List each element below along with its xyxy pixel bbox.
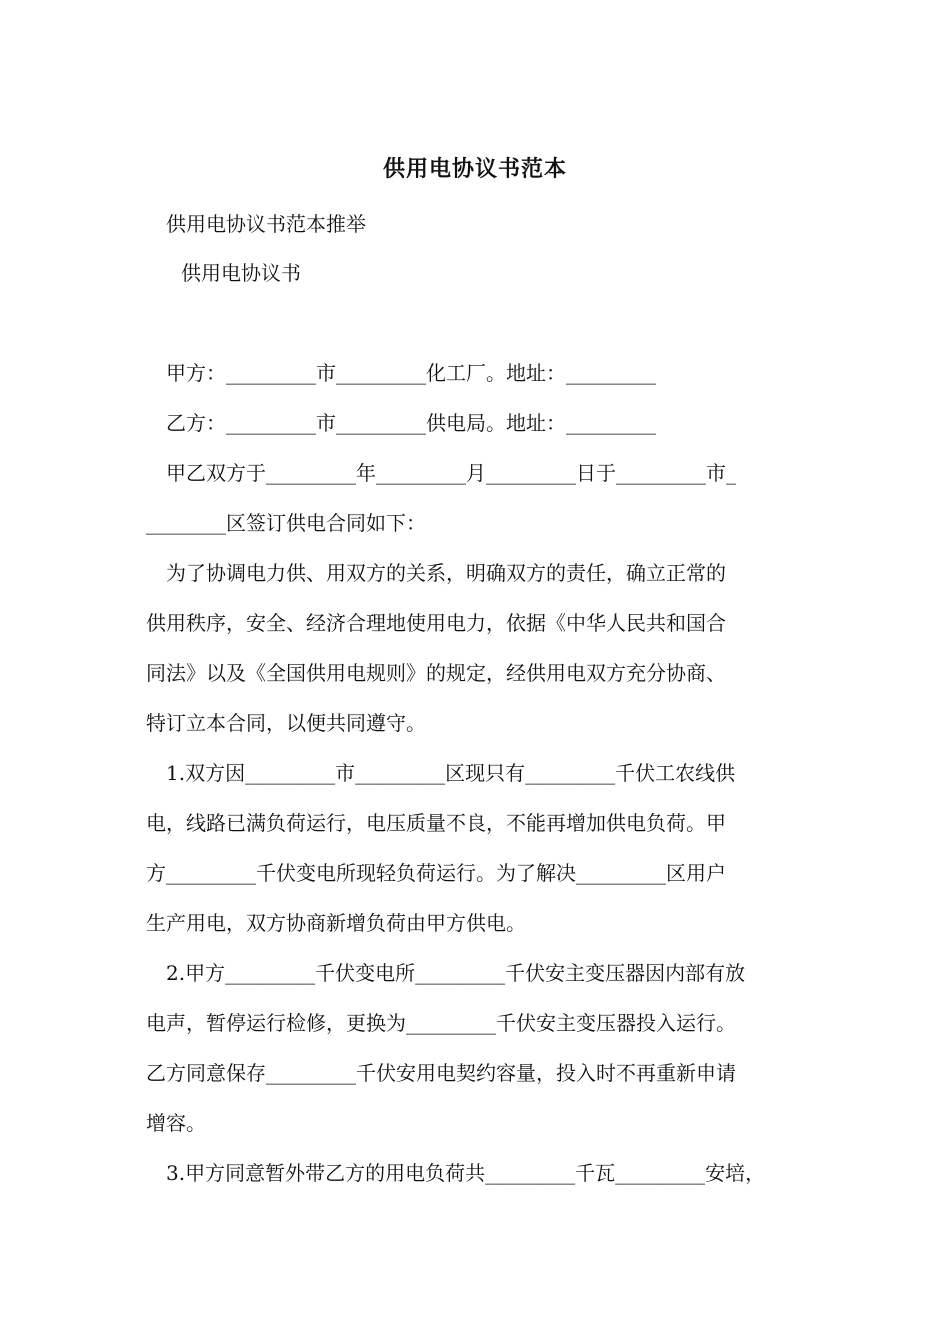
clause-1-line-1: 1.双方因_________市_________区现只有_________千伏工农线供	[166, 761, 736, 785]
clause-2-line-1: 2.甲方_________千伏变电所_________千伏安主变压器因内部有放	[166, 961, 746, 985]
clause-2-line-2: 电声，暂停运行检修，更换为_________千伏安主变压器投入运行。	[146, 1011, 736, 1035]
party-a-line: 甲方：_________市_________化工厂。地址：_________	[166, 361, 656, 385]
clause-2-line-4: 增容。	[146, 1111, 206, 1135]
clause-1-line-3: 方_________千伏变电所现轻负荷运行。为了解决_________区用户	[146, 861, 726, 885]
clause-1-line-4: 生产用电，双方协商新增负荷由甲方供电。	[146, 911, 526, 935]
signing-line-2: ________区签订供电合同如下：	[146, 511, 426, 535]
preamble-line-2: 供用秩序，安全、经济合理地使用电力，依据《中华人民共和国合	[146, 611, 726, 635]
agreement-heading: 供用电协议书	[181, 261, 301, 285]
clause-1-line-2: 电，线路已满负荷运行，电压质量不良，不能再增加供电负荷。甲	[146, 811, 726, 835]
party-b-line: 乙方：_________市_________供电局。地址：_________	[166, 411, 656, 435]
preamble-line-1: 为了协调电力供、用双方的关系，明确双方的责任，确立正常的	[166, 561, 726, 585]
preamble-line-3: 同法》以及《全国供用电规则》的规定，经供用电双方充分协商、	[146, 661, 726, 685]
document-title: 供用电协议书范本	[382, 156, 567, 182]
clause-3-line-1: 3.甲方同意暂外带乙方的用电负荷共_________千瓦_________安培，	[166, 1161, 766, 1185]
subtitle-line: 供用电协议书范本推举	[166, 212, 366, 236]
preamble-line-4: 特订立本合同，以便共同遵守。	[146, 711, 426, 735]
clause-2-line-3: 乙方同意保存_________千伏安用电契约容量，投入时不再重新申请	[146, 1061, 736, 1085]
signing-line-1: 甲乙双方于_________年_________月_________日于_________市_	[166, 461, 736, 485]
